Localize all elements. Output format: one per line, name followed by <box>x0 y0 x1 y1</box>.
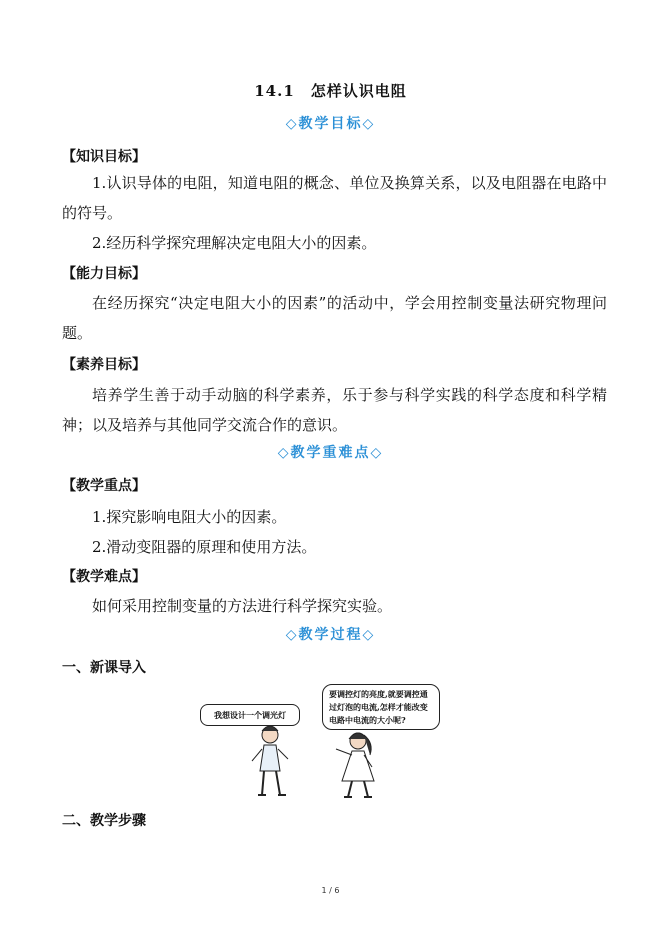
page-number: 1 / 6 <box>321 886 340 895</box>
boy-figure <box>252 726 288 795</box>
knowledge-item-1: 1.认识导体的电阻，知道电阻的概念、单位及换算关系，以及电阻器在电路中的符号。 <box>62 174 607 222</box>
literacy-objectives-label: 【素养目标】 <box>62 357 146 373</box>
boy-speech-bubble: 我想设计一个调光灯 <box>200 704 300 726</box>
objectives-banner: ◇教学目标◇ <box>285 116 376 132</box>
teaching-difficulty-label: 【教学难点】 <box>62 569 146 585</box>
ability-objectives-label: 【能力目标】 <box>62 266 146 282</box>
teaching-focus-label: 【教学重点】 <box>62 478 146 494</box>
teaching-difficulty-text: 如何采用控制变量的方法进行科学探究实验。 <box>92 597 393 615</box>
process-banner: ◇教学过程◇ <box>285 627 376 643</box>
knowledge-item-2: 2.经历科学探究理解决定电阻大小的因素。 <box>92 234 377 252</box>
ability-objectives-text: 在经历探究“决定电阻大小的因素”的活动中，学会用控制变量法研究物理问题。 <box>62 294 607 342</box>
lesson-title: 14.1 怎样认识电阻 <box>254 82 407 100</box>
girl-speech-bubble: 要调控灯的亮度,就要调控通过灯泡的电流,怎样才能改变电路中电流的大小呢? <box>322 684 440 730</box>
girl-figure <box>336 733 374 797</box>
step-introduction-heading: 一、新课导入 <box>62 660 146 676</box>
teaching-focus-item-2: 2.滑动变阻器的原理和使用方法。 <box>92 538 317 556</box>
literacy-objectives-text: 培养学生善于动手动脑的科学素养，乐于参与科学实践的科学态度和科学精神；以及培养与其他同学交流合作的意识。 <box>62 386 607 434</box>
step-teaching-heading: 二、教学步骤 <box>62 813 146 829</box>
key-points-banner: ◇教学重难点◇ <box>277 445 384 461</box>
knowledge-objectives-label: 【知识目标】 <box>62 149 146 165</box>
teaching-focus-item-1: 1.探究影响电阻大小的因素。 <box>92 508 287 526</box>
